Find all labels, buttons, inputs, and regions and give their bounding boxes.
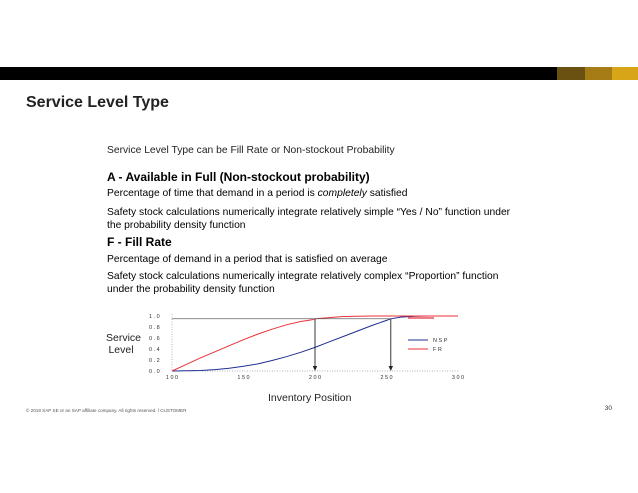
chart-legend-label: F R (433, 347, 442, 353)
section-a-line1-pre: Percentage of time that demand in a period is (107, 188, 318, 199)
chart-x-axis-label: Inventory Position (268, 392, 352, 404)
chart-x-tick-label: 3 0 0 (451, 375, 465, 381)
section-f-line2b: under the probability density function (107, 284, 275, 295)
slide-subtitle: Service Level Type can be Fill Rate or Non-stockout Probability (107, 145, 395, 156)
section-a-heading: A - Available in Full (Non-stockout probability) (107, 170, 370, 184)
chart-x-tick-label: 2 0 0 (308, 375, 322, 381)
chart-legend-label: N S P (433, 338, 448, 344)
chart-svg (100, 305, 480, 385)
section-a-line2a: Safety stock calculations numerically integrate relatively simple “Yes / No” function under (107, 207, 511, 218)
footer-copyright: © 2018 SAP SE or an SAP affiliate company. All rights reserved. ǀ CUSTOMER (26, 408, 187, 413)
section-a-line2b: the probability density function (107, 220, 246, 231)
service-level-chart (100, 305, 480, 390)
header-bar-swatch-2 (585, 67, 612, 80)
chart-x-tick-label: 1 5 0 (237, 375, 250, 381)
header-bar (0, 67, 638, 80)
chart-x-tick-label: 2 5 0 (380, 375, 393, 381)
chart-y-tick-label: 0 . 0 (149, 369, 160, 375)
section-a-line1-emphasis: completely (317, 188, 367, 199)
header-bar-swatch-3 (612, 67, 638, 80)
slide-title: Service Level Type (26, 94, 169, 111)
section-a-line1-post: satisfied (366, 188, 408, 199)
chart-y-tick-label: 0 . 4 (149, 347, 160, 353)
page-number: 30 (604, 405, 612, 412)
chart-y-axis-label-line1: Service (106, 332, 142, 344)
chart-y-tick-label: 0 . 2 (149, 358, 160, 364)
section-a-line1 (107, 187, 408, 200)
chart-y-tick-label: 0 . 6 (149, 336, 160, 342)
chart-arrow-head (389, 366, 393, 371)
section-f-heading: F - Fill Rate (107, 235, 172, 249)
section-f-line1: Percentage of demand in a period that is satisfied on average (107, 254, 388, 265)
header-bar-swatch-1 (557, 67, 585, 80)
chart-y-tick-label: 0 . 8 (149, 325, 160, 331)
chart-y-tick-label: 1 . 0 (149, 314, 160, 320)
chart-y-axis-label-line2: Level (108, 344, 134, 356)
chart-x-tick-label: 1 0 0 (165, 375, 179, 381)
section-f-line2a: Safety stock calculations numerically integrate relatively complex “Proportion” function (107, 271, 499, 282)
chart-arrow-head (313, 366, 317, 371)
